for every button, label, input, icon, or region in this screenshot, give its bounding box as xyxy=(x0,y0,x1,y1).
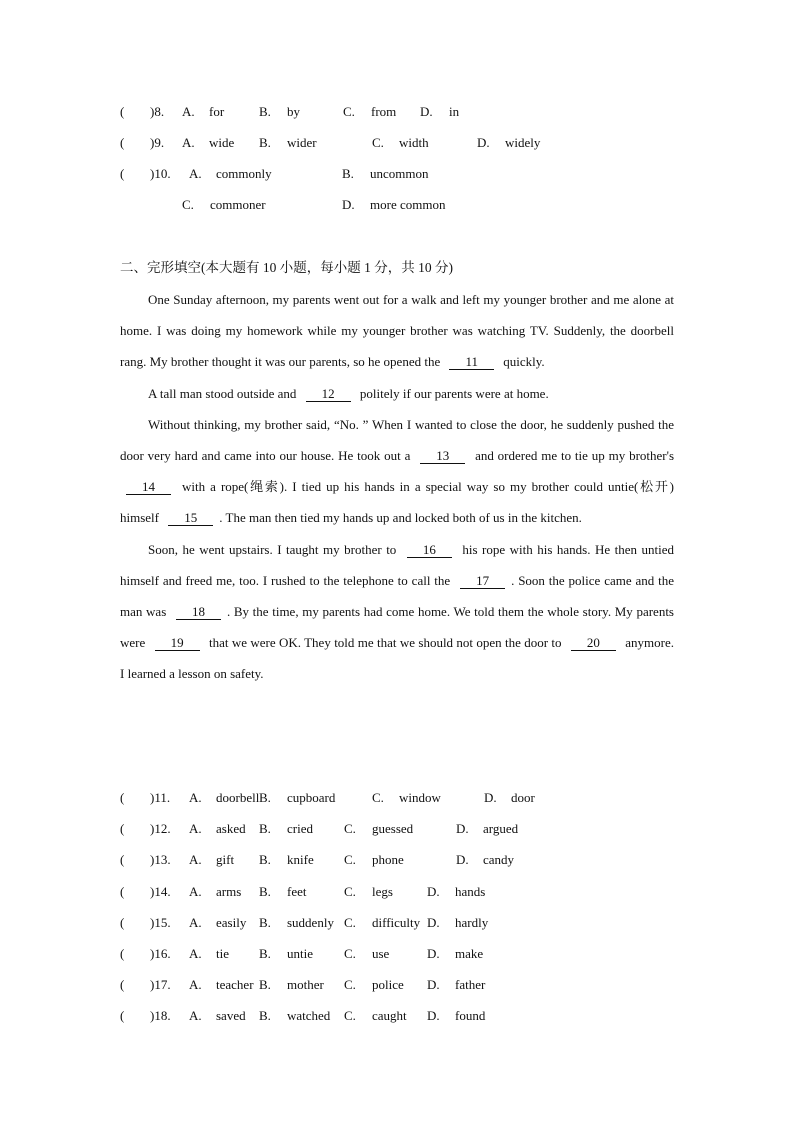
passage-paragraph-2 xyxy=(120,378,674,409)
option-b-text: feet xyxy=(287,884,307,899)
passage-text: and ordered me to tie up my brother's xyxy=(475,448,675,464)
passage-text: politely if our parents were at home. xyxy=(359,385,549,401)
option-b-text: uncommon xyxy=(370,166,429,181)
option-a-text: asked xyxy=(216,821,246,836)
question-number: )10. xyxy=(150,166,171,181)
option-a-letter: A. xyxy=(182,104,195,119)
answer-paren: ( xyxy=(120,946,125,961)
blank-18: 18 xyxy=(176,604,221,620)
option-c-letter: C. xyxy=(372,790,384,805)
option-d-text: father xyxy=(455,977,486,992)
passage-text: . By the time, my parents had come home. We told them the whole story. My parents were xyxy=(120,604,674,651)
blank-20: 20 xyxy=(571,635,616,651)
option-b-text: watched xyxy=(287,1008,331,1023)
option-c-text: from xyxy=(371,104,397,119)
option-c-text: caught xyxy=(372,1008,407,1023)
question-number: )11. xyxy=(150,790,171,805)
option-a-text: saved xyxy=(216,1008,246,1023)
option-c-letter: C. xyxy=(344,821,356,836)
option-d-text: widely xyxy=(505,135,541,150)
option-d-letter: D. xyxy=(456,852,469,867)
answer-paren: ( xyxy=(120,104,125,119)
passage-text: with a rope(绳索). I tied up his hands in a special way so my brother could untie(松开) himself xyxy=(120,479,675,526)
option-d-letter: D. xyxy=(420,104,433,119)
option-c-letter: C. xyxy=(344,1008,356,1023)
option-d-text: hands xyxy=(455,884,486,899)
option-a-letter: A. xyxy=(189,946,202,961)
passage-text: A tall man stood outside and xyxy=(148,385,297,401)
option-a-letter: A. xyxy=(189,915,202,930)
question-number: )16. xyxy=(150,946,171,961)
option-a-text: wide xyxy=(209,135,235,150)
answer-paren: ( xyxy=(120,977,125,992)
option-d-letter: D. xyxy=(427,884,440,899)
option-c-text: use xyxy=(372,946,390,961)
section-heading: 二、完形填空(本大题有 10 小题，每小题 1 分，共 10 分) xyxy=(120,260,453,275)
passage-text: . Soon the police came and the man was xyxy=(120,572,675,620)
option-a-text: commonly xyxy=(216,166,272,181)
question-number: )12. xyxy=(150,821,171,836)
passage-paragraph-1 xyxy=(120,284,674,378)
option-b-letter: B. xyxy=(259,104,271,119)
question-number: )9. xyxy=(150,135,165,150)
option-d-text: argued xyxy=(483,821,519,836)
option-d-text: door xyxy=(511,790,535,805)
question-number: )18. xyxy=(150,1008,171,1023)
option-c-letter: C. xyxy=(344,946,356,961)
option-a-letter: A. xyxy=(189,852,202,867)
passage-text: Soon, he went upstairs. I taught my brother to xyxy=(148,541,397,557)
option-b-text: wider xyxy=(287,135,317,150)
option-b-text: untie xyxy=(287,946,313,961)
option-a-text: gift xyxy=(216,852,235,867)
option-c-letter: C. xyxy=(372,135,384,150)
option-b-letter: B. xyxy=(259,790,271,805)
option-c-text: commoner xyxy=(210,197,266,212)
answer-paren: ( xyxy=(120,790,125,805)
option-c-text: police xyxy=(372,977,404,992)
option-c-text: legs xyxy=(372,884,393,899)
option-a-letter: A. xyxy=(189,1008,202,1023)
answer-paren: ( xyxy=(120,915,125,930)
option-d-letter: D. xyxy=(427,1008,440,1023)
option-b-letter: B. xyxy=(259,1008,271,1023)
option-c-text: window xyxy=(399,790,441,805)
option-a-letter: A. xyxy=(189,821,202,836)
question-number: )15. xyxy=(150,915,171,930)
question-number: )8. xyxy=(150,104,165,119)
option-c-letter: C. xyxy=(343,104,355,119)
passage-paragraph-4 xyxy=(120,534,674,690)
blank-16: 16 xyxy=(407,542,452,558)
option-b-text: mother xyxy=(287,977,324,992)
option-c-letter: C. xyxy=(182,197,194,212)
option-d-text: more common xyxy=(370,197,446,212)
question-number: )13. xyxy=(150,852,171,867)
option-d-letter: D. xyxy=(427,915,440,930)
passage-paragraph-3 xyxy=(120,409,674,534)
option-b-text: cried xyxy=(287,821,313,836)
passage-text: Without thinking, my brother said, “No. ” When I wanted to close the door, he suddenly pushed the door very hard and came into our house. He took out a xyxy=(120,416,674,464)
blank-11: 11 xyxy=(449,354,494,370)
option-d-text: make xyxy=(455,946,484,961)
answer-paren: ( xyxy=(120,852,125,867)
option-a-text: easily xyxy=(216,915,247,930)
option-a-text: for xyxy=(209,104,225,119)
option-a-letter: A. xyxy=(189,884,202,899)
option-c-letter: C. xyxy=(344,915,356,930)
cloze-passage xyxy=(120,284,674,690)
passage-text: his rope with his hands. He then untied himself and freed me, too. I rushed to the telephone to call the xyxy=(120,541,675,588)
option-d-letter: D. xyxy=(456,821,469,836)
option-d-letter: D. xyxy=(427,946,440,961)
answer-paren: ( xyxy=(120,821,125,836)
blank-15: 15 xyxy=(168,510,213,526)
option-b-letter: B. xyxy=(259,946,271,961)
blank-12: 12 xyxy=(306,386,351,402)
option-b-letter: B. xyxy=(259,915,271,930)
option-a-letter: A. xyxy=(189,166,202,181)
question-number: )14. xyxy=(150,884,171,899)
option-b-letter: B. xyxy=(259,977,271,992)
passage-text: that we were OK. They told me that we should not open the door to xyxy=(208,635,562,651)
option-c-text: difficulty xyxy=(372,915,421,930)
passage-text: One Sunday afternoon, my parents went out for a walk and left my younger brother and me alone at home. I was doing my homework while my younger brother was watching TV. Suddenly, the doorbell rang. My brother thought it was our parents, so he opened the xyxy=(120,292,674,370)
option-a-letter: A. xyxy=(182,135,195,150)
answer-paren: ( xyxy=(120,166,125,181)
option-b-letter: B. xyxy=(259,852,271,867)
option-d-text: in xyxy=(449,104,460,119)
option-c-text: guessed xyxy=(372,821,414,836)
question-number: )17. xyxy=(150,977,171,992)
answer-paren: ( xyxy=(120,135,125,150)
option-a-text: doorbell xyxy=(216,790,260,805)
option-b-letter: B. xyxy=(259,135,271,150)
option-d-text: found xyxy=(455,1008,486,1023)
option-c-letter: C. xyxy=(344,977,356,992)
option-b-text: suddenly xyxy=(287,915,334,930)
option-a-letter: A. xyxy=(189,977,202,992)
option-b-letter: B. xyxy=(259,884,271,899)
option-d-letter: D. xyxy=(427,977,440,992)
blank-17: 17 xyxy=(460,573,505,589)
blank-19: 19 xyxy=(155,635,200,651)
option-c-text: phone xyxy=(372,852,404,867)
option-d-letter: D. xyxy=(477,135,490,150)
option-a-text: arms xyxy=(216,884,242,899)
passage-text: . The man then tied my hands up and locked both of us in the kitchen. xyxy=(219,510,582,526)
answer-paren: ( xyxy=(120,884,125,899)
option-b-letter: B. xyxy=(259,821,271,836)
option-b-letter: B. xyxy=(342,166,354,181)
option-a-text: tie xyxy=(216,946,229,961)
option-c-text: width xyxy=(399,135,429,150)
option-b-text: knife xyxy=(287,852,314,867)
option-b-text: cupboard xyxy=(287,790,336,805)
option-d-letter: D. xyxy=(342,197,355,212)
passage-text: quickly. xyxy=(503,354,545,370)
option-c-letter: C. xyxy=(344,852,356,867)
option-b-text: by xyxy=(287,104,300,119)
option-c-letter: C. xyxy=(344,884,356,899)
option-a-text: teacher xyxy=(216,977,254,992)
option-d-text: hardly xyxy=(455,915,489,930)
answer-paren: ( xyxy=(120,1008,125,1023)
blank-13: 13 xyxy=(420,448,465,464)
option-d-letter: D. xyxy=(484,790,497,805)
passage-text: anymore. I learned a lesson on safety. xyxy=(120,635,675,682)
option-d-text: candy xyxy=(483,852,515,867)
blank-14: 14 xyxy=(126,479,171,495)
option-a-letter: A. xyxy=(189,790,202,805)
